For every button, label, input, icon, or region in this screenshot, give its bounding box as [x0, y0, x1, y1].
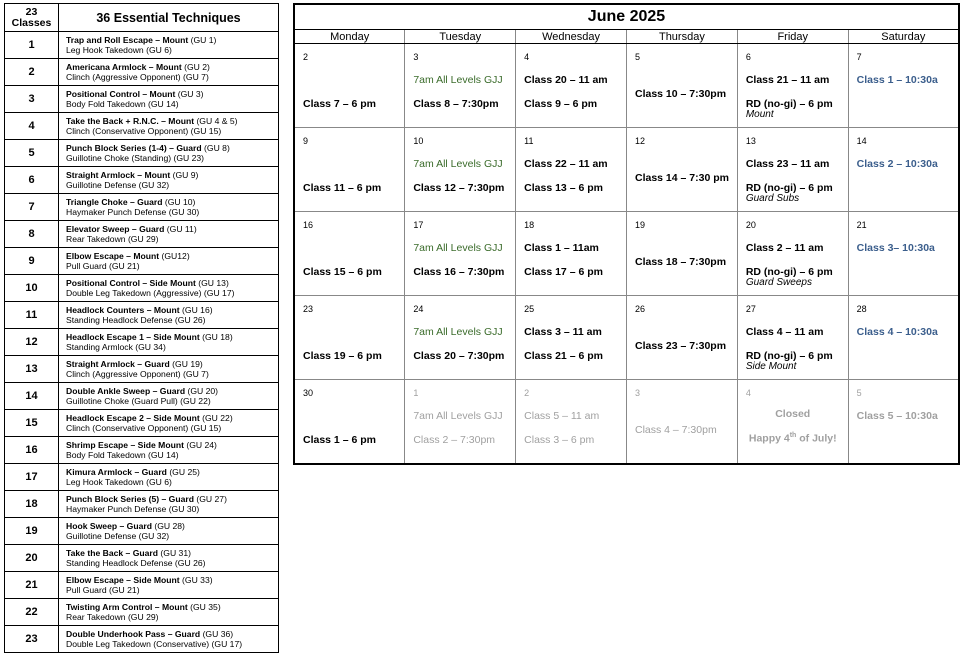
day-number: 3 — [413, 52, 419, 62]
technique-secondary: Rear Takedown (GU 29) — [66, 234, 159, 244]
technique-primary: Elbow Escape – Side Mount — [66, 575, 180, 585]
technique-secondary: Pull Guard (GU 21) — [66, 261, 140, 271]
technique-primary-ref: (GU 18) — [199, 332, 233, 342]
day-number: 24 — [413, 304, 424, 314]
techniques-table — [4, 3, 279, 653]
technique-primary-ref: (GU12) — [159, 251, 190, 261]
technique-primary: Straight Armlock – Mount — [66, 170, 171, 180]
closed-label: Closed — [775, 408, 811, 420]
day-number: 28 — [856, 304, 867, 314]
technique-description — [59, 86, 279, 113]
technique-description — [59, 356, 279, 383]
technique-number: 7 — [5, 194, 59, 221]
technique-primary-ref: (GU 16) — [179, 305, 213, 315]
technique-number: 1 — [5, 32, 59, 59]
calendar-week — [294, 296, 959, 380]
technique-primary: Headlock Escape 1 – Side Mount — [66, 332, 200, 342]
class-session-evening: Class 12 – 7:30pm — [413, 182, 505, 194]
technique-primary: Positional Control – Mount — [66, 89, 176, 99]
day-number: 2 — [303, 52, 309, 62]
technique-primary-ref: (GU 28) — [151, 521, 185, 531]
holiday-label: Happy 4th of July! — [748, 432, 837, 445]
calendar-day-cell — [737, 128, 848, 212]
calendar-day-cell — [626, 380, 737, 465]
day-number: 25 — [524, 304, 535, 314]
technique-primary: Headlock Escape 2 – Side Mount — [66, 413, 200, 423]
technique-row — [5, 464, 279, 491]
technique-description — [59, 194, 279, 221]
class-session-morning: 7am All Levels GJJ — [413, 158, 503, 170]
technique-description — [59, 626, 279, 653]
june-calendar — [293, 3, 960, 465]
day-number: 4 — [745, 388, 751, 398]
technique-row — [5, 59, 279, 86]
technique-secondary: Standing Headlock Defense (GU 26) — [66, 558, 206, 568]
technique-row — [5, 113, 279, 140]
class-session-morning: 7am All Levels GJJ — [413, 410, 503, 422]
technique-primary-ref: (GU 1) — [188, 35, 217, 45]
technique-primary-ref: (GU 25) — [166, 467, 200, 477]
technique-secondary: Haymaker Punch Defense (GU 30) — [66, 504, 200, 514]
technique-primary: Double Ankle Sweep – Guard — [66, 386, 186, 396]
technique-number: 2 — [5, 59, 59, 86]
technique-primary: Hook Sweep – Guard — [66, 521, 152, 531]
technique-primary-ref: (GU 11) — [164, 224, 197, 234]
technique-row — [5, 329, 279, 356]
technique-number: 21 — [5, 572, 59, 599]
technique-description — [59, 32, 279, 59]
class-session-evening: RD (no-gi) – 6 pm — [745, 350, 833, 362]
class-session-evening: Class 17 – 6 pm — [524, 266, 603, 278]
technique-description — [59, 140, 279, 167]
calendar-day-cell — [405, 128, 516, 212]
technique-description — [59, 572, 279, 599]
class-session-morning: Class 5 – 11 am — [524, 410, 600, 422]
day-number: 7 — [856, 52, 862, 62]
day-number: 19 — [634, 220, 645, 230]
technique-secondary: Double Leg Takedown (Aggressive) (GU 17) — [66, 288, 235, 298]
day-number: 18 — [524, 220, 535, 230]
technique-row — [5, 86, 279, 113]
calendar-day-cell — [737, 380, 848, 465]
calendar-day-cell — [848, 212, 959, 296]
technique-row — [5, 545, 279, 572]
day-number: 4 — [524, 52, 530, 62]
technique-primary: Elevator Sweep – Guard — [66, 224, 165, 234]
calendar-day-cell — [294, 128, 405, 212]
class-session-evening: Class 4 – 7:30pm — [634, 424, 717, 436]
class-session-evening: Class 19 – 6 pm — [303, 350, 382, 362]
technique-secondary: Standing Armlock (GU 34) — [66, 342, 166, 352]
technique-secondary: Haymaker Punch Defense (GU 30) — [66, 207, 200, 217]
calendar-day-cell — [294, 212, 405, 296]
techniques-title: 36 Essential Techniques — [59, 4, 279, 32]
technique-number: 19 — [5, 518, 59, 545]
class-session-evening: Class 18 – 7:30pm — [634, 256, 727, 268]
technique-description — [59, 275, 279, 302]
technique-secondary: Guillotine Choke (Guard Pull) (GU 22) — [66, 396, 211, 406]
technique-secondary: Clinch (Aggressive Opponent) (GU 7) — [66, 369, 209, 379]
calendar-day-cell — [626, 128, 737, 212]
technique-primary: Double Underhook Pass – Guard — [66, 629, 201, 639]
technique-secondary: Standing Headlock Defense (GU 26) — [66, 315, 206, 325]
technique-description — [59, 59, 279, 86]
technique-row — [5, 248, 279, 275]
technique-secondary: Clinch (Conservative Opponent) (GU 15) — [66, 126, 222, 136]
technique-description — [59, 410, 279, 437]
calendar-day-cell — [516, 128, 627, 212]
technique-description — [59, 167, 279, 194]
class-session-evening: Class 13 – 6 pm — [524, 182, 603, 194]
technique-description — [59, 437, 279, 464]
day-header-wednesday: Wednesday — [516, 30, 627, 44]
class-session-evening: RD (no-gi) – 6 pm — [745, 182, 833, 194]
technique-primary-ref: (GU 24) — [183, 440, 217, 450]
class-session-morning: Class 4 – 11 am — [745, 326, 824, 338]
saturday-class: Class 2 – 10:30a — [856, 158, 938, 170]
class-session-evening: Class 10 – 7:30pm — [634, 88, 727, 100]
technique-primary-ref: (GU 9) — [170, 170, 199, 180]
technique-number: 3 — [5, 86, 59, 113]
technique-row — [5, 221, 279, 248]
calendar-day-cell — [737, 44, 848, 128]
technique-number: 10 — [5, 275, 59, 302]
technique-primary: Twisting Arm Control – Mount — [66, 602, 188, 612]
technique-description — [59, 491, 279, 518]
day-number: 11 — [524, 136, 534, 146]
calendar-day-cell — [848, 296, 959, 380]
technique-primary-ref: (GU 4 & 5) — [194, 116, 238, 126]
technique-primary-ref: (GU 2) — [181, 62, 210, 72]
calendar-day-cell — [848, 44, 959, 128]
technique-number: 13 — [5, 356, 59, 383]
technique-description — [59, 221, 279, 248]
calendar-day-cell — [405, 296, 516, 380]
class-session-morning: Class 2 – 11 am — [745, 242, 824, 254]
calendar-day-cell — [294, 44, 405, 128]
technique-primary: Triangle Choke – Guard — [66, 197, 163, 207]
technique-description — [59, 248, 279, 275]
technique-secondary: Body Fold Takedown (GU 14) — [66, 450, 179, 460]
calendar-day-cell — [516, 296, 627, 380]
technique-row — [5, 356, 279, 383]
day-header-thursday: Thursday — [626, 30, 737, 44]
technique-primary-ref: (GU 22) — [199, 413, 233, 423]
technique-primary-ref: (GU 13) — [195, 278, 229, 288]
class-session-evening: Class 21 – 6 pm — [524, 350, 603, 362]
technique-primary: Take the Back + R.N.C. – Mount — [66, 116, 195, 126]
calendar-day-cell — [516, 212, 627, 296]
session-topic: Guard Sweeps — [745, 277, 812, 288]
class-session-evening: RD (no-gi) – 6 pm — [745, 266, 833, 278]
technique-row — [5, 275, 279, 302]
session-topic: Side Mount — [745, 361, 797, 372]
technique-primary-ref: (GU 10) — [162, 197, 196, 207]
technique-row — [5, 32, 279, 59]
day-number: 30 — [303, 388, 314, 398]
technique-number: 15 — [5, 410, 59, 437]
class-session-evening: RD (no-gi) – 6 pm — [745, 98, 833, 110]
technique-secondary: Clinch (Aggressive Opponent) (GU 7) — [66, 72, 209, 82]
day-number: 21 — [856, 220, 867, 230]
calendar-day-cell — [848, 380, 959, 465]
technique-number: 11 — [5, 302, 59, 329]
calendar-week — [294, 44, 959, 128]
class-session-morning: Class 21 – 11 am — [745, 74, 830, 86]
day-number: 1 — [413, 388, 419, 398]
technique-number: 22 — [5, 599, 59, 626]
technique-primary-ref: (GU 33) — [179, 575, 213, 585]
technique-number: 18 — [5, 491, 59, 518]
day-number: 2 — [524, 388, 530, 398]
day-number: 20 — [745, 220, 756, 230]
day-number: 10 — [413, 136, 424, 146]
technique-description — [59, 329, 279, 356]
technique-primary: Headlock Counters – Mount — [66, 305, 180, 315]
technique-description — [59, 464, 279, 491]
class-session-morning: 7am All Levels GJJ — [413, 326, 503, 338]
technique-row — [5, 599, 279, 626]
technique-number: 23 — [5, 626, 59, 653]
technique-description — [59, 545, 279, 572]
calendar-day-cell — [626, 212, 737, 296]
class-session-evening: Class 8 – 7:30pm — [413, 98, 499, 110]
technique-number: 20 — [5, 545, 59, 572]
class-count-number: 23 — [25, 5, 38, 18]
calendar-title: June 2025 — [294, 4, 959, 30]
technique-primary-ref: (GU 3) — [175, 89, 204, 99]
technique-secondary: Leg Hook Takedown (GU 6) — [66, 45, 172, 55]
class-count-header — [5, 4, 59, 32]
technique-primary: Shrimp Escape – Side Mount — [66, 440, 184, 450]
class-session-evening: Class 7 – 6 pm — [303, 98, 376, 110]
technique-secondary: Double Leg Takedown (Conservative) (GU 17) — [66, 639, 243, 649]
technique-row — [5, 491, 279, 518]
technique-description — [59, 302, 279, 329]
class-session-evening: Class 3 – 6 pm — [524, 434, 595, 446]
technique-secondary: Guillotine Defense (GU 32) — [66, 180, 170, 190]
saturday-class: Class 5 – 10:30a — [856, 410, 938, 422]
session-topic: Mount — [745, 109, 774, 120]
calendar-day-cell — [626, 296, 737, 380]
technique-primary: Kimura Armlock – Guard — [66, 467, 167, 477]
technique-row — [5, 140, 279, 167]
class-session-morning: Class 20 – 11 am — [524, 74, 608, 86]
technique-primary: Punch Block Series (5) – Guard — [66, 494, 194, 504]
day-number: 23 — [303, 304, 314, 314]
technique-secondary: Guillotine Defense (GU 32) — [66, 531, 170, 541]
technique-row — [5, 167, 279, 194]
technique-secondary: Rear Takedown (GU 29) — [66, 612, 159, 622]
class-session-evening: Class 14 – 7:30 pm — [634, 172, 729, 184]
technique-primary: Straight Armlock – Guard — [66, 359, 170, 369]
class-session-morning: Class 3 – 11 am — [524, 326, 602, 338]
technique-row — [5, 383, 279, 410]
day-number: 6 — [745, 52, 751, 62]
technique-row — [5, 626, 279, 653]
technique-primary-ref: (GU 19) — [169, 359, 203, 369]
technique-secondary: Body Fold Takedown (GU 14) — [66, 99, 179, 109]
technique-row — [5, 572, 279, 599]
technique-number: 14 — [5, 383, 59, 410]
calendar-day-cell — [516, 380, 627, 465]
day-number: 5 — [634, 52, 640, 62]
class-session-morning: 7am All Levels GJJ — [413, 74, 503, 86]
technique-row — [5, 302, 279, 329]
class-session-evening: Class 15 – 6 pm — [303, 266, 382, 278]
calendar-day-cell — [405, 380, 516, 465]
technique-number: 6 — [5, 167, 59, 194]
technique-description — [59, 383, 279, 410]
technique-number: 9 — [5, 248, 59, 275]
technique-row — [5, 518, 279, 545]
technique-row — [5, 437, 279, 464]
calendar-day-cell — [516, 44, 627, 128]
technique-description — [59, 518, 279, 545]
saturday-class: Class 3– 10:30a — [856, 242, 935, 254]
technique-primary: Positional Control – Side Mount — [66, 278, 196, 288]
class-session-evening: Class 11 – 6 pm — [303, 182, 382, 194]
day-number: 5 — [856, 388, 862, 398]
class-session-evening: Class 23 – 7:30pm — [634, 340, 727, 352]
technique-primary-ref: (GU 35) — [187, 602, 221, 612]
day-header-saturday: Saturday — [848, 30, 959, 44]
technique-row — [5, 194, 279, 221]
calendar-week — [294, 212, 959, 296]
technique-secondary: Guillotine Choke (Standing) (GU 23) — [66, 153, 205, 163]
day-number: 9 — [303, 136, 309, 146]
day-number: 16 — [303, 220, 314, 230]
calendar-day-cell — [737, 296, 848, 380]
technique-primary: Elbow Escape – Mount — [66, 251, 160, 261]
day-header-monday: Monday — [294, 30, 405, 44]
day-header-friday: Friday — [737, 30, 848, 44]
technique-primary: Americana Armlock – Mount — [66, 62, 182, 72]
class-session-morning: Class 1 – 11am — [524, 242, 599, 254]
day-number: 3 — [634, 388, 640, 398]
calendar-day-cell — [294, 296, 405, 380]
technique-description — [59, 599, 279, 626]
day-number: 27 — [745, 304, 756, 314]
class-session-evening: Class 20 – 7:30pm — [413, 350, 505, 362]
technique-description — [59, 113, 279, 140]
technique-primary-ref: (GU 27) — [194, 494, 227, 504]
technique-primary-ref: (GU 8) — [201, 143, 230, 153]
day-header-tuesday: Tuesday — [405, 30, 516, 44]
class-session-evening: Class 16 – 7:30pm — [413, 266, 505, 278]
class-session-evening: Class 2 – 7:30pm — [413, 434, 496, 446]
calendar-day-cell — [294, 380, 405, 465]
saturday-class: Class 4 – 10:30a — [856, 326, 938, 338]
class-session-morning: 7am All Levels GJJ — [413, 242, 503, 254]
technique-number: 12 — [5, 329, 59, 356]
class-session-morning: Class 22 – 11 am — [524, 158, 608, 170]
technique-primary: Take the Back – Guard — [66, 548, 159, 558]
calendar-day-cell — [737, 212, 848, 296]
session-topic: Guard Subs — [745, 193, 800, 204]
calendar-day-cell — [848, 128, 959, 212]
technique-number: 5 — [5, 140, 59, 167]
technique-number: 17 — [5, 464, 59, 491]
class-session-evening: Class 9 – 6 pm — [524, 98, 598, 110]
technique-primary: Trap and Roll Escape – Mount — [66, 35, 189, 45]
technique-number: 4 — [5, 113, 59, 140]
day-number: 12 — [634, 136, 645, 146]
class-count-label: Classes — [11, 16, 52, 29]
class-session-morning: Class 23 – 11 am — [745, 158, 830, 170]
technique-row — [5, 410, 279, 437]
calendar-day-cell — [405, 212, 516, 296]
saturday-class: Class 1 – 10:30a — [856, 74, 938, 86]
day-number: 26 — [634, 304, 645, 314]
technique-secondary: Leg Hook Takedown (GU 6) — [66, 477, 172, 487]
technique-secondary: Clinch (Conservative Opponent) (GU 15) — [66, 423, 222, 433]
calendar-week — [294, 380, 959, 465]
technique-number: 8 — [5, 221, 59, 248]
technique-secondary: Pull Guard (GU 21) — [66, 585, 140, 595]
day-number: 17 — [413, 220, 424, 230]
technique-primary-ref: (GU 36) — [200, 629, 234, 639]
technique-number: 16 — [5, 437, 59, 464]
day-number: 13 — [745, 136, 756, 146]
calendar-day-cell — [405, 44, 516, 128]
technique-primary: Punch Block Series (1-4) – Guard — [66, 143, 202, 153]
calendar-week — [294, 128, 959, 212]
day-number: 14 — [856, 136, 867, 146]
technique-primary-ref: (GU 20) — [185, 386, 219, 396]
calendar-day-cell — [626, 44, 737, 128]
class-session-evening: Class 1 – 6 pm — [303, 434, 376, 446]
technique-primary-ref: (GU 31) — [158, 548, 191, 558]
